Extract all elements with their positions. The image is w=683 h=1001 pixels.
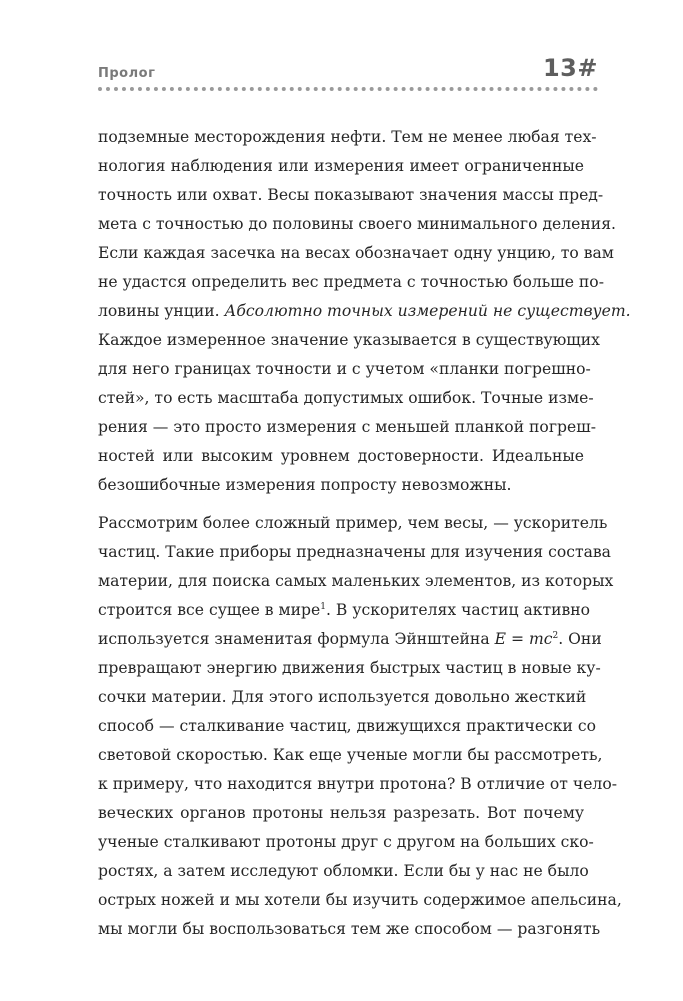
text-line: световой скоростью. Как еще ученые могли бы рассмотреть, bbox=[98, 746, 603, 764]
text-line bbox=[98, 596, 591, 625]
text-line: Если каждая засечка на весах обозначает одну унцию, то вам bbox=[98, 244, 614, 262]
text-line: ученые сталкивают протоны друг с другом на больших ско- bbox=[98, 833, 594, 851]
text-line: веческих органов протоны нельзя разрезать. Вот почему bbox=[98, 804, 584, 822]
text-line: рения — это просто измерения с меньшей планкой погреш- bbox=[98, 418, 596, 436]
text-line: сочки материи. Для этого используется довольно жесткий bbox=[98, 688, 587, 706]
text-line: острых ножей и мы хотели бы изучить содержимое апельсина, bbox=[98, 891, 622, 909]
text-line bbox=[98, 297, 631, 326]
formula-e: E bbox=[494, 630, 506, 648]
formula-equals: = bbox=[505, 630, 529, 648]
formula-mc: mc bbox=[528, 630, 553, 648]
text-line: материи, для поиска самых маленьких элементов, из которых bbox=[98, 572, 614, 590]
text-line: ностей или высоким уровнем достоверности. Идеальные bbox=[98, 447, 584, 465]
text-line bbox=[98, 625, 602, 654]
italic-emphasis: Абсолютно точных измерений не существует. bbox=[224, 302, 631, 320]
footnote-marker: 1 bbox=[320, 601, 326, 612]
text-line: мы могли бы воспользоваться тем же способом — разгонять bbox=[98, 920, 601, 938]
formula-exponent: 2 bbox=[552, 630, 559, 641]
text-line: к примеру, что находится внутри протона? В отличие от чело- bbox=[98, 775, 617, 793]
page-number: 13# bbox=[542, 54, 598, 82]
text-line: частиц. Такие приборы предназначены для изучения состава bbox=[98, 543, 611, 561]
text-line: Каждое измеренное значение указывается в существующих bbox=[98, 331, 600, 349]
text-line: точность или охват. Весы показывают значения массы пред- bbox=[98, 186, 604, 204]
text-line: безошибочные измерения попросту невозможны. bbox=[98, 476, 512, 494]
text-segment: . Они bbox=[558, 630, 602, 648]
text-line: подземные месторождения нефти. Тем не менее любая тех- bbox=[98, 128, 597, 146]
text-line: мета с точностью до половины своего минимального деления. bbox=[98, 215, 616, 233]
paragraph-2 bbox=[98, 509, 622, 944]
text-segment: . В ускорителях частиц активно bbox=[326, 601, 591, 619]
text-line: Рассмотрим более сложный пример, чем весы, — ускоритель bbox=[98, 514, 608, 532]
text-line: превращают энергию движения быстрых частиц в новые ку- bbox=[98, 659, 601, 677]
paragraph-1 bbox=[98, 123, 631, 500]
text-segment: строится все сущее в мире bbox=[98, 601, 321, 619]
text-line: для него границах точности и с учетом «планки погрешно- bbox=[98, 360, 591, 378]
paragraph-gap bbox=[98, 500, 584, 509]
body-text bbox=[98, 123, 631, 944]
text-segment: используется знаменитая формула Эйнштейна bbox=[98, 630, 490, 648]
text-line: способ — сталкивание частиц, движущихся практически со bbox=[98, 717, 597, 735]
text-line: не удастся определить вес предмета с точностью больше по- bbox=[98, 273, 604, 291]
text-line: ростях, а затем исследуют обломки. Если бы у нас не было bbox=[98, 862, 589, 880]
text-segment: ловины унции. bbox=[98, 302, 220, 320]
text-line: стей», то есть масштаба допустимых ошибок. Точные изме- bbox=[98, 389, 594, 407]
chapter-title: Пролог bbox=[98, 66, 156, 81]
text-line: нология наблюдения или измерения имеет ограниченные bbox=[98, 157, 584, 175]
header-dotted-rule bbox=[98, 87, 598, 91]
